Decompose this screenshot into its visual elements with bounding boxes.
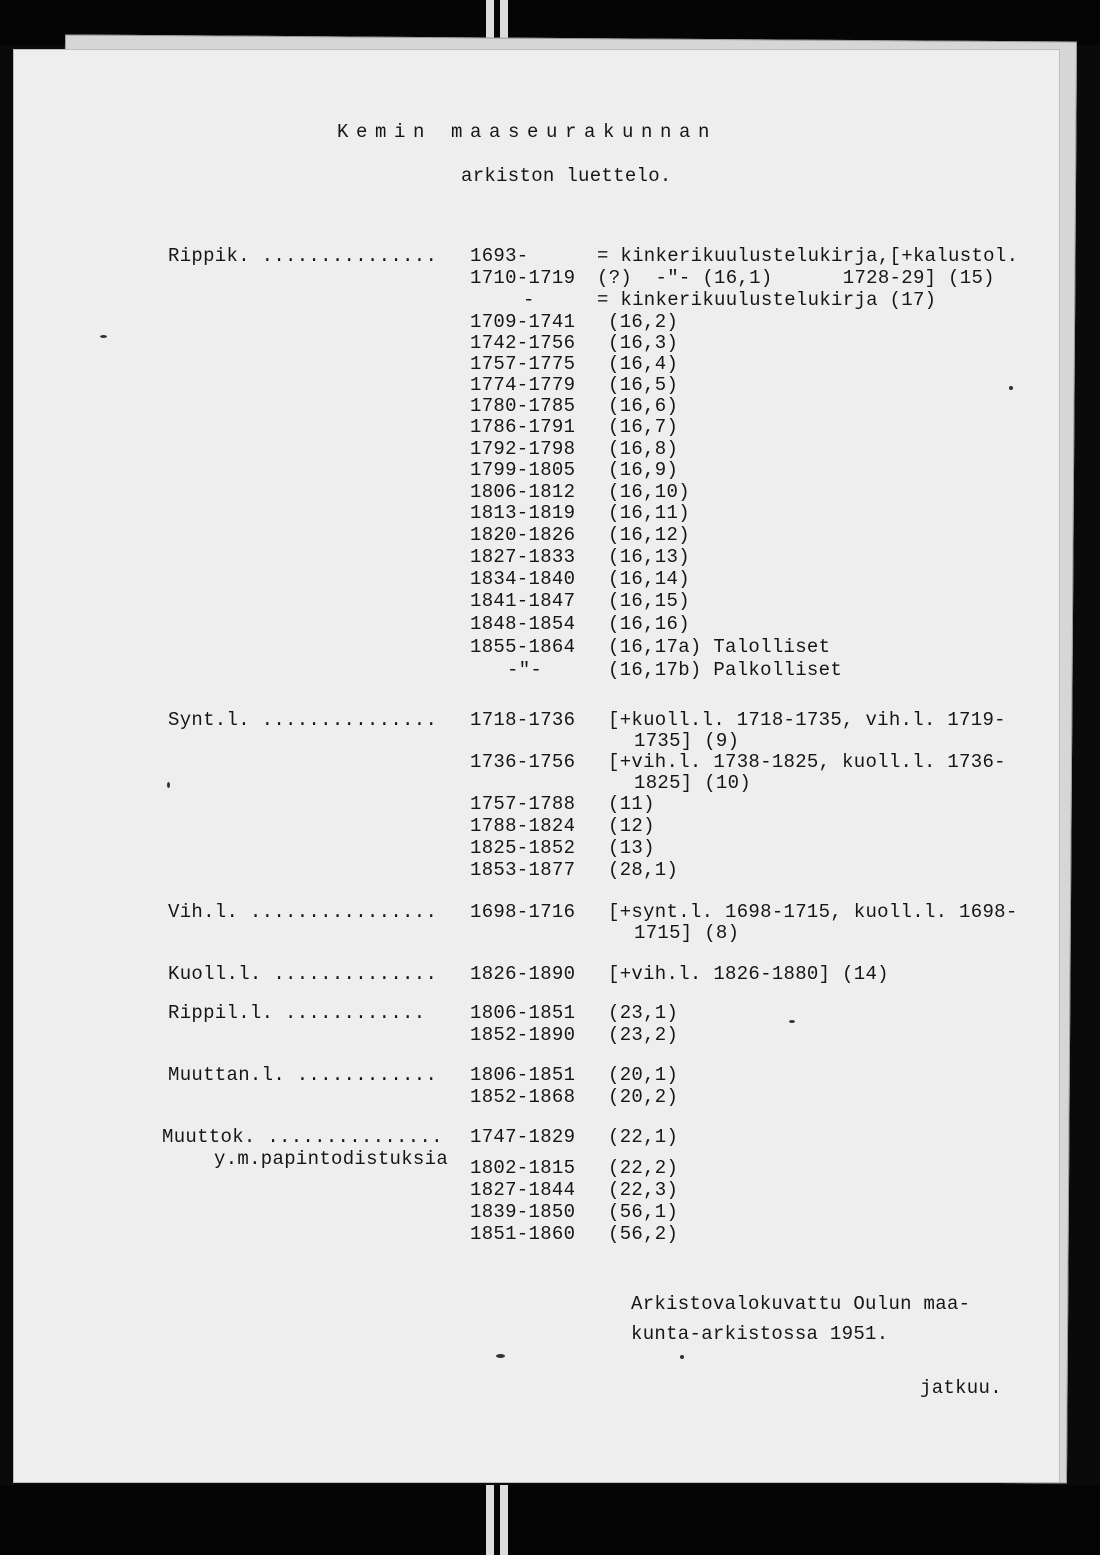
row-desc: (16,9) (608, 459, 679, 481)
row-desc: (16,8) (608, 438, 679, 460)
film-stripe-top (486, 0, 494, 42)
scan-speck (496, 1354, 505, 1358)
row-years: - (523, 289, 535, 311)
row-desc: (16,17a) Talolliset (608, 636, 831, 658)
row-years: 1852-1868 (470, 1086, 576, 1108)
section-label: Rippik. ............... (168, 245, 438, 267)
section-label: Kuoll.l. .............. (168, 963, 438, 985)
row-desc: (11) (608, 793, 655, 815)
row-desc: (23,1) (608, 1002, 679, 1024)
row-years: 1736-1756 (470, 751, 576, 773)
row-desc-continued: 1715] (8) (634, 922, 740, 944)
film-stripe-bottom (486, 1485, 494, 1555)
row-desc: [+synt.l. 1698-1715, kuoll.l. 1698- (608, 901, 1018, 923)
row-years: 1826-1890 (470, 963, 576, 985)
row-years: 1820-1826 (470, 524, 576, 546)
section-label: Muuttan.l. ............ (168, 1064, 438, 1086)
row-years: 1747-1829 (470, 1126, 576, 1148)
row-desc: (20,2) (608, 1086, 679, 1108)
archive-note: kunta-arkistossa 1951. (631, 1323, 889, 1345)
section-sublabel: y.m.papintodistuksia (214, 1148, 449, 1170)
row-years: 1855-1864 (470, 636, 576, 658)
row-years: 1792-1798 (470, 438, 576, 460)
scan-speck (167, 782, 170, 788)
row-years: 1788-1824 (470, 815, 576, 837)
row-desc: (16,6) (608, 395, 679, 417)
row-years: -"- (507, 659, 543, 681)
section-label: Muuttok. ............... (162, 1126, 443, 1148)
row-desc-continued: 1735] (9) (634, 730, 740, 752)
row-desc: (16,14) (608, 568, 690, 590)
row-desc: [+vih.l. 1738-1825, kuoll.l. 1736- (608, 751, 1006, 773)
row-years: 1757-1788 (470, 793, 576, 815)
row-desc: (?) -"- (16,1) 1728-29] (15) (597, 267, 995, 289)
row-desc: (13) (608, 837, 655, 859)
row-years: 1742-1756 (470, 332, 576, 354)
row-years: 1693- (470, 245, 529, 267)
row-years: 1839-1850 (470, 1201, 576, 1223)
row-desc: (16,2) (608, 311, 679, 333)
document-page (14, 50, 1059, 1482)
continued-note: jatkuu. (920, 1377, 1002, 1399)
row-desc: (20,1) (608, 1064, 679, 1086)
section-label: Synt.l. ............... (168, 709, 438, 731)
row-years: 1852-1890 (470, 1024, 576, 1046)
row-years: 1827-1833 (470, 546, 576, 568)
row-years: 1834-1840 (470, 568, 576, 590)
row-desc: (22,2) (608, 1157, 679, 1179)
row-desc: (23,2) (608, 1024, 679, 1046)
scan-speck (680, 1355, 684, 1359)
row-desc: (16,3) (608, 332, 679, 354)
row-years: 1780-1785 (470, 395, 576, 417)
scan-border-bottom (0, 1485, 1100, 1555)
row-desc: = kinkerikuulustelukirja (17) (597, 289, 937, 311)
row-years: 1841-1847 (470, 590, 576, 612)
row-desc: (16,16) (608, 613, 690, 635)
row-desc: (56,1) (608, 1201, 679, 1223)
section-label: Vih.l. ................ (168, 901, 438, 923)
row-years: 1825-1852 (470, 837, 576, 859)
scan-speck (789, 1020, 795, 1023)
row-years: 1827-1844 (470, 1179, 576, 1201)
row-desc: (22,3) (608, 1179, 679, 1201)
section-label: Rippil.l. ............ (168, 1002, 426, 1024)
row-desc: [+kuoll.l. 1718-1735, vih.l. 1719- (608, 709, 1006, 731)
row-years: 1853-1877 (470, 859, 576, 881)
row-desc: (16,10) (608, 481, 690, 503)
row-desc: (16,5) (608, 374, 679, 396)
row-years: 1799-1805 (470, 459, 576, 481)
row-years: 1851-1860 (470, 1223, 576, 1245)
row-desc: (12) (608, 815, 655, 837)
row-years: 1710-1719 (470, 267, 576, 289)
scan-speck (1009, 386, 1013, 390)
film-stripe-bottom (500, 1485, 508, 1555)
row-desc: (28,1) (608, 859, 679, 881)
document-subtitle: arkiston luettelo. (461, 165, 672, 187)
row-years: 1774-1779 (470, 374, 576, 396)
row-desc: (22,1) (608, 1126, 679, 1148)
row-desc-continued: 1825] (10) (634, 772, 752, 794)
row-years: 1802-1815 (470, 1157, 576, 1179)
row-desc: (56,2) (608, 1223, 679, 1245)
row-years: 1806-1851 (470, 1002, 576, 1024)
row-years: 1757-1775 (470, 353, 576, 375)
row-desc: (16,17b) Palkolliset (608, 659, 843, 681)
row-desc: (16,15) (608, 590, 690, 612)
row-desc: (16,12) (608, 524, 690, 546)
archive-note: Arkistovalokuvattu Oulun maa- (631, 1293, 971, 1315)
row-years: 1698-1716 (470, 901, 576, 923)
row-years: 1806-1812 (470, 481, 576, 503)
row-desc: (16,11) (608, 502, 690, 524)
film-stripe-top (500, 0, 508, 42)
row-years: 1709-1741 (470, 311, 576, 333)
row-years: 1718-1736 (470, 709, 576, 731)
row-desc: (16,4) (608, 353, 679, 375)
document-title: Kemin maaseurakunnan (337, 121, 718, 143)
row-years: 1848-1854 (470, 613, 576, 635)
row-desc: (16,13) (608, 546, 690, 568)
row-years: 1806-1851 (470, 1064, 576, 1086)
row-years: 1786-1791 (470, 416, 576, 438)
row-desc: (16,7) (608, 416, 679, 438)
row-years: 1813-1819 (470, 502, 576, 524)
scan-speck (100, 335, 107, 338)
row-desc: [+vih.l. 1826-1880] (14) (608, 963, 889, 985)
row-desc: = kinkerikuulustelukirja,[+kalustol. (597, 245, 1019, 267)
